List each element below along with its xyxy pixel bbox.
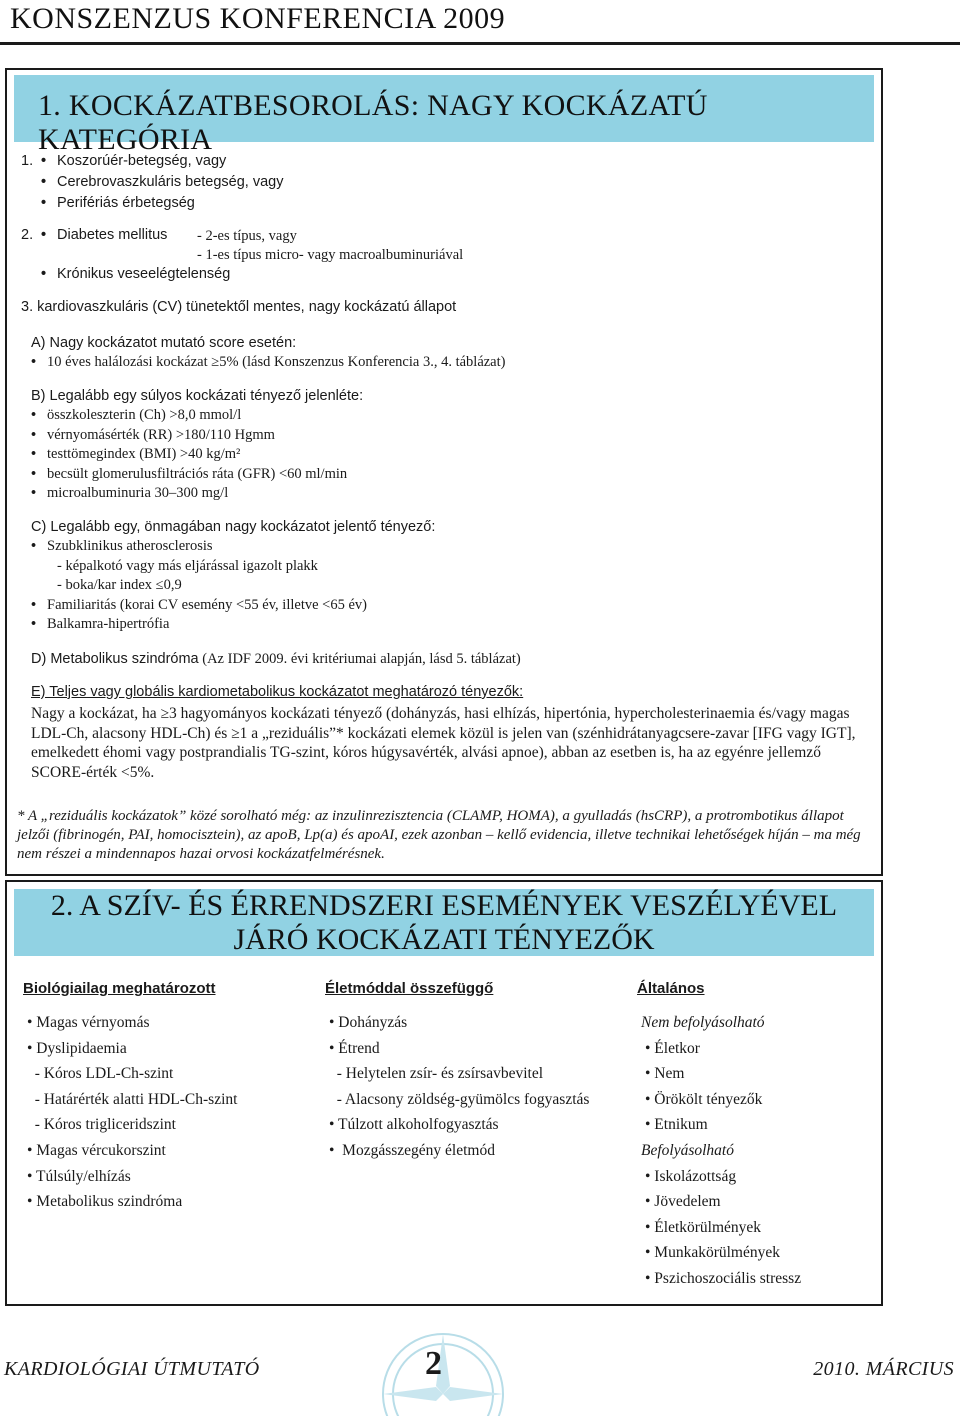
col2-heading: Életmóddal összefüggő — [325, 980, 494, 997]
col1-item: • Magas vérnyomás — [27, 1014, 150, 1031]
e-paragraph: Nagy a kockázat, ha ≥3 hagyományos kockázati tényező (dohányzás, hasi elhízás, hipertónia, hypercholesterinaemia és/vagy magas LDL-Ch, alacsony HDL-Ch) és ≥1 a „reziduális”* kockázati elemek közül is jelen van (szénhidrátanyagcsere-zavar [IFG vagy IGT], emelkedett éhomi vagy postprandialis TG-szint, kóros húgysavérték, alvási apnoe), abban az esetben is, ha az egyénre jellemző SCORE-érték <5%. — [31, 705, 856, 781]
c-item-3: • Balkamra-hipertrófia — [31, 616, 169, 633]
col3-item: • Iskolázottság — [645, 1167, 737, 1185]
section1-box — [5, 68, 883, 876]
d-line — [31, 651, 521, 668]
d-heading: D) Metabolikus szindróma — [31, 651, 199, 667]
col3-item: • Pszichoszociális stressz — [645, 1269, 802, 1287]
col1-item: • Metabolikus szindróma — [27, 1193, 183, 1211]
col3-subheading-modifiable: Befolyásolható — [641, 1141, 734, 1159]
col3-list — [641, 1010, 801, 1292]
g2-type2: - 2-es típus, vagy — [197, 228, 297, 244]
a-item: • 10 éves halálozási kockázat ≥5% (lásd Konszenzus Konferencia 3., 4. táblázat) — [31, 354, 505, 371]
footer-left: KARDIOLÓGIAI ÚTMUTATÓ — [4, 1358, 260, 1380]
col3-subheading-fixed: Nem befolyásolható — [641, 1014, 765, 1031]
col2-item: • Mozgásszegény életmód — [329, 1141, 495, 1159]
g1-number: 1. — [21, 153, 34, 169]
g2-type1: - 1-es típus micro- vagy macroalbuminuriával — [197, 247, 464, 263]
c-item-2: • Familiaritás (korai CV esemény <55 év, illetve <65 év) — [31, 597, 367, 614]
header-rule — [0, 42, 960, 45]
g2-diabetes: • Diabetes mellitus — [41, 227, 167, 243]
col2-list — [329, 1010, 589, 1164]
g2-kidney: • Krónikus veseelégtelenség — [41, 266, 230, 282]
col1-subitem: - Kóros trigliceridszint — [27, 1116, 176, 1134]
col2-item: • Túlzott alkoholfogyasztás — [329, 1116, 499, 1134]
col3-item: • Életkörülmények — [645, 1218, 762, 1236]
col1-heading: Biológiailag meghatározott — [23, 980, 216, 997]
col3-item: • Örökölt tényezők — [645, 1090, 763, 1108]
col1-subitem: - Határérték alatti HDL-Ch-szint — [27, 1090, 238, 1108]
section2-title-band — [14, 889, 874, 956]
g3-heading: 3. kardiovaszkuláris (CV) tünetektől mentes, nagy kockázatú állapot — [21, 299, 457, 315]
b-item-1: • összkoleszterin (Ch) >8,0 mmol/l — [31, 407, 241, 424]
g1-item-1: • Koszorúér-betegség, vagy — [41, 153, 226, 169]
page-header: KONSZENZUS KONFERENCIA 2009 — [10, 2, 506, 35]
col3-item: • Nem — [645, 1065, 685, 1083]
col2-subitem: - Helytelen zsír- és zsírsavbevitel — [329, 1065, 544, 1083]
b-item-4: • becsült glomerulusfiltrációs ráta (GFR) <60 ml/min — [31, 466, 347, 483]
col2-item: • Étrend — [329, 1039, 380, 1057]
c-heading: C) Legalább egy, önmagában nagy kockázatot jelentő tényező: — [31, 519, 436, 535]
e-heading: E) Teljes vagy globális kardiometabolikus kockázatot meghatározó tényezők: — [31, 684, 524, 700]
a-heading: A) Nagy kockázatot mutató score esetén: — [31, 335, 297, 351]
b-item-2: • vérnyomásérték (RR) >180/110 Hgmm — [31, 427, 275, 444]
c-item-1: • Szubklinikus atherosclerosis — [31, 538, 213, 555]
c-subitem-1: - képalkotó vagy más eljárással igazolt plakk — [57, 558, 318, 574]
g2-number: 2. — [21, 227, 34, 243]
b-item-5: • microalbuminuria 30–300 mg/l — [31, 485, 228, 502]
section2-box — [5, 880, 883, 1306]
footer-right: 2010. MÁRCIUS — [813, 1358, 954, 1380]
c-subitem-2: - boka/kar index ≤0,9 — [57, 577, 182, 593]
section2-title-line1: 2. A SZÍV- ÉS ÉRRENDSZERI ESEMÉNYEK VESZÉLYÉVEL — [50, 889, 838, 922]
col3-heading: Általános — [637, 980, 705, 997]
page-number: 2 — [425, 1345, 442, 1382]
col1-subitem: - Kóros LDL-Ch-szint — [27, 1065, 174, 1083]
col2-subitem: - Alacsony zöldség-gyümölcs fogyasztás — [329, 1090, 590, 1108]
section2-title-line2: JÁRÓ KOCKÁZATI TÉNYEZŐK — [233, 923, 655, 956]
col1-item: • Dyslipidaemia — [27, 1039, 127, 1057]
col1-item: • Magas vércukorszint — [27, 1141, 166, 1159]
compass-logo — [368, 1316, 518, 1416]
section1-title-band — [14, 75, 874, 156]
col3-item: • Munkakörülmények — [645, 1244, 780, 1262]
footnote: * A „reziduális kockázatok” közé sorolható még: az inzulinrezisztencia (CLAMP, HOMA), a gyulladás (hsCRP), a protrombotikus állapot jelzői (fibrinogén, PAI, homocisztein), az apoB, Lp(a) és apoAI, ezek azonban – kellő evidencia, illetve technikai lehetőségek híján – ma még nem részei a mindennapos hazai orvosi kockázatfelmérésnek. — [17, 808, 861, 862]
col1-item: • Túlsúly/elhízás — [27, 1167, 131, 1185]
section1-title: 1. KOCKÁZATBESOROLÁS: NAGY KOCKÁZATÚ KATEGÓRIA — [38, 89, 708, 156]
col1-list — [27, 1010, 237, 1215]
col3-item: • Etnikum — [645, 1116, 708, 1134]
col2-item: • Dohányzás — [329, 1014, 408, 1031]
col3-item: • Jövedelem — [645, 1193, 721, 1211]
b-item-3: • testtömegindex (BMI) >40 kg/m² — [31, 446, 240, 463]
g1-item-3: • Perifériás érbetegség — [41, 195, 195, 211]
d-text: (Az IDF 2009. évi kritériumai alapján, lásd 5. táblázat) — [198, 651, 521, 667]
g1-item-2: • Cerebrovaszkuláris betegség, vagy — [41, 174, 283, 190]
b-heading: B) Legalább egy súlyos kockázati tényező jelenléte: — [31, 388, 364, 404]
col3-item: • Életkor — [645, 1039, 700, 1057]
